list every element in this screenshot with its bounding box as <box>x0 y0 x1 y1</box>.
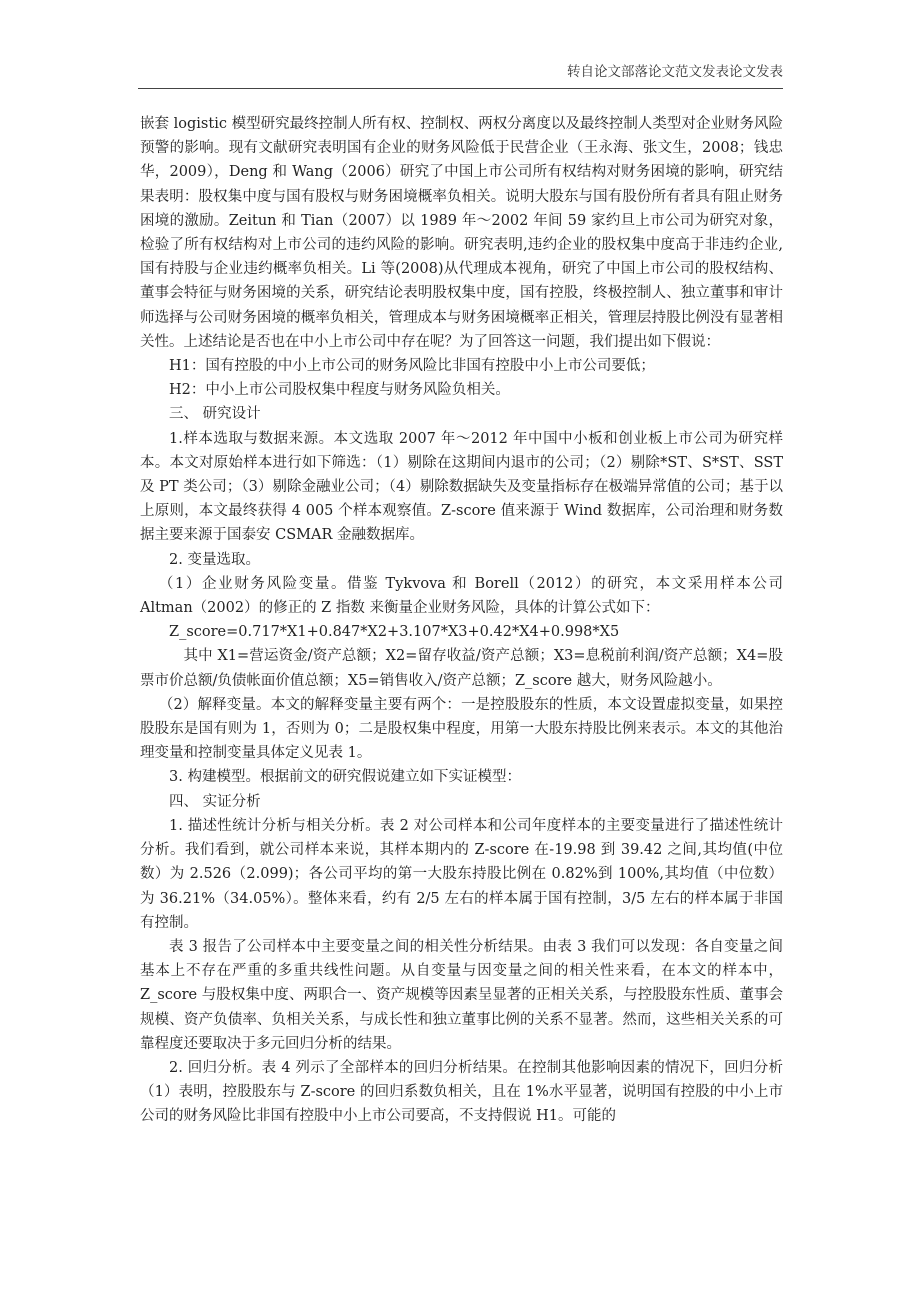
document-body <box>140 112 783 1129</box>
paragraph-financial-risk-variable: （1）企业财务风险变量。借鉴 Tykvova 和 Borell（2012）的研究，本文采用样本公司 Altman（2002）的修正的 Z 指数 来衡量企业财务风险，具体的计算公式如下： <box>140 575 783 617</box>
formula-z-score: Z_score=0.717*X1+0.847*X2+3.107*X3+0.42*X4+0.998*X5 <box>169 624 620 641</box>
paragraph-model-construction: 3. 构建模型。根据前文的研究假说建立如下实证模型： <box>169 769 521 786</box>
page-header: 转自论文部落论文范文发表论文发表 <box>567 64 783 80</box>
hypothesis-h2: H2：中小上市公司股权集中程度与财务风险负相关。 <box>169 382 510 399</box>
paragraph-literature-review: 嵌套 logistic 模型研究最终控制人所有权、控制权、两权分离度以及最终控制人类型对企业财务风险预警的影响。现有文献研究表明国有企业的财务风险低于民营企业（王永海、张文生，2008；钱忠华，2009），Deng 和 Wang（2006）研究了中国上市公司所有权结构对财务困境的影响，研究结果表明：股权集中度与国有股权与财务困境概率负相关。说明大股东与国有股份所有者具有阻止财务困境的激励。Zeitun 和 Tian（2007）以 1989 年～2002 年间 59 家约旦上市公司为研究对象，检验了所有权结构对上市公司的违约风险的影响。研究表明,违约企业的股权集中度高于非违约企业,国有持股与企业违约概率负相关。Li 等(2008)从代理成本视角，研究了中国上市公司的股权结构、董事会特征与财务困境的关系，研究结论表明股权集中度，国有控股，终极控制人、独立董事和审计师选择与公司财务困境的概率负相关，管理成本与财务困境概率正相关，管理层持股比例没有显著相关性。上述结论是否也在中小上市公司中存在呢？为了回答这一问题，我们提出如下假说： <box>140 116 783 350</box>
paragraph-explanatory-variables: （2）解释变量。本文的解释变量主要有两个：一是控股股东的性质，本文设置虚拟变量，如果控股股东是国有则为 1，否则为 0；二是股权集中程度，用第一大股东持股比例来表示。本文的其他治理变量和控制变量具体定义见表 1。 <box>140 696 783 762</box>
paragraph-sample-selection: 1.样本选取与数据来源。本文选取 2007 年～2012 年中国中小板和创业板上市公司为研究样本。本文对原始样本进行如下筛选：（1）剔除在这期间内退市的公司；（2）剔除*ST、S*ST、SST 及 PT 类公司；（3）剔除金融业公司；（4）剔除数据缺失及变量指标存在极端异常值的公司；基于以上原则，本文最终获得 4 005 个样本观察值。Z-score 值来源于 Wind 数据库，公司治理和财务数据主要来源于国泰安 CSMAR 金融数据库。 <box>140 430 783 544</box>
paragraph-variable-selection: 2. 变量选取。 <box>169 551 260 568</box>
paragraph-correlation-analysis: 表 3 报告了公司样本中主要变量之间的相关性分析结果。由表 3 我们可以发现：各自变量之间基本上不存在严重的多重共线性问题。从自变量与因变量之间的相关性来看，在本文的样本中，Z_score 与股权集中度、两职合一、资产规模等因素呈显著的正相关关系，与控股股东性质、董事会规模、资产负债率、负相关关系，与成长性和独立董事比例的关系不显著。然而，这些相关关系的可靠程度还要取决于多元回归分析的结果。 <box>140 938 783 1052</box>
paragraph-regression-analysis: 2. 回归分析。表 4 列示了全部样本的回归分析结果。在控制其他影响因素的情况下，回归分析（1）表明，控股股东与 Z-score 的回归系数负相关，且在 1%水平显著，说明国有控股的中小上市公司的财务风险比非国有控股中小上市公司要高，不支持假说 H1。可能的 <box>140 1059 783 1125</box>
header-rule <box>138 88 783 89</box>
paragraph-formula-definitions: 其中 X1=营运资金/资产总额；X2=留存收益/资产总额；X3=息税前利润/资产总额；X4=股票市价总额/负债帐面价值总额；X5=销售收入/资产总额；Z_score 越大，财务风险越小。 <box>140 648 783 689</box>
section-heading-empirical-analysis: 四、 实证分析 <box>169 793 261 810</box>
section-heading-research-design: 三、 研究设计 <box>169 406 261 423</box>
paragraph-descriptive-statistics: 1. 描述性统计分析与相关分析。表 2 对公司样本和公司年度样本的主要变量进行了描述性统计分析。我们看到，就公司样本来说，其样本期内的 Z-score 在-19.98 到 39.42 之间,其均值(中位数）为 2.526（2.099)；各公司平均的第一大股东持股比例在 0.82%到 100%,其均值（中位数）为 36.21%（34.05%）。整体来看，约有 2/5 左右的样本属于国有控制，3/5 左右的样本属于非国有控制。 <box>140 817 783 931</box>
hypothesis-h1: H1：国有控股的中小上市公司的财务风险比非国有控股中小上市公司要低； <box>169 358 655 375</box>
